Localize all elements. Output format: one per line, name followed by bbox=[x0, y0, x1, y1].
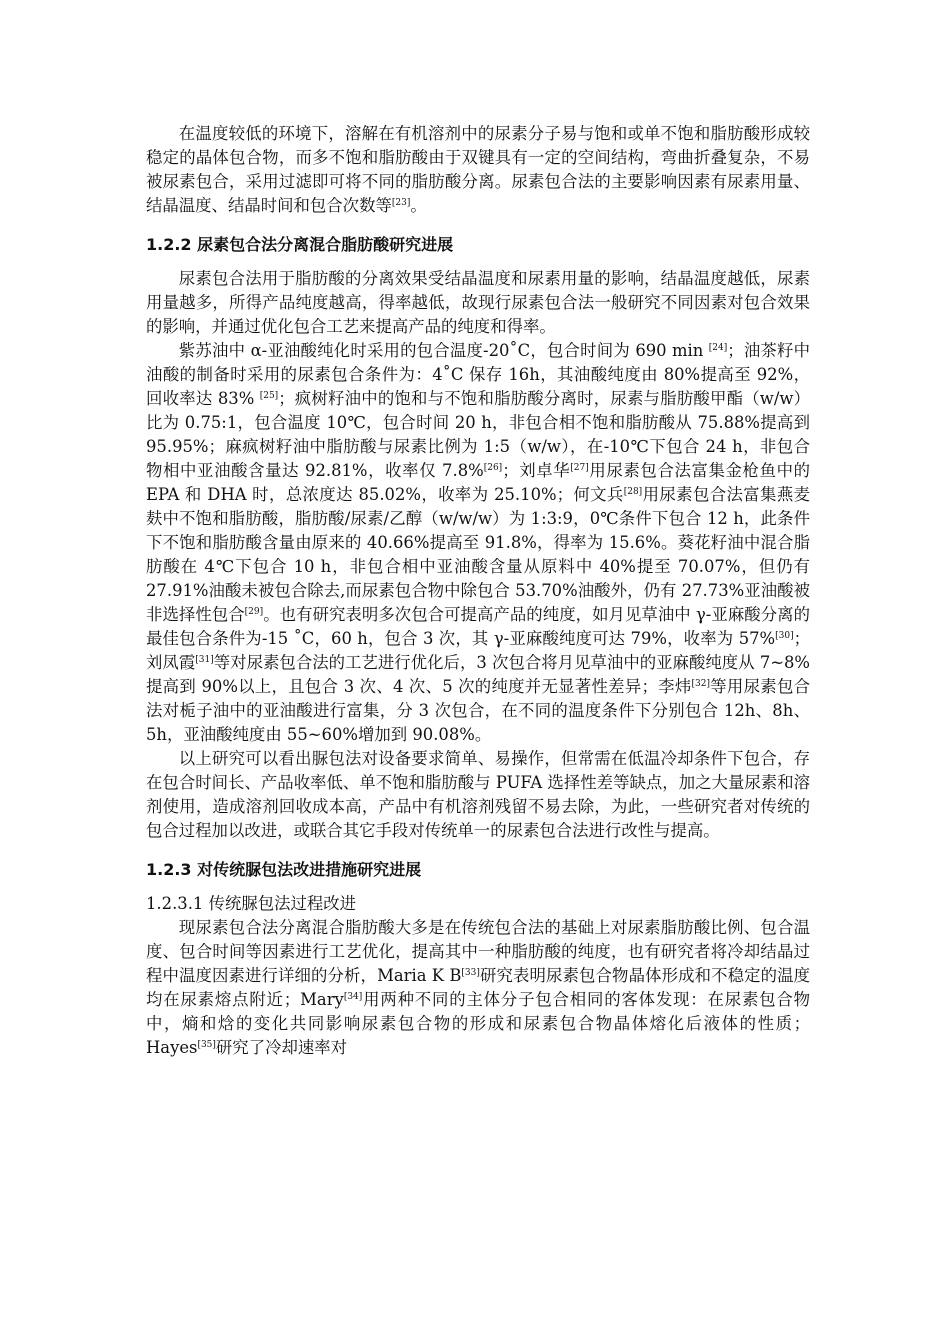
citation: [25] bbox=[259, 391, 279, 401]
subsection-heading-1-2-3-1: 1.2.3.1 传统脲包法过程改进 bbox=[146, 894, 357, 913]
citation: [33] bbox=[461, 968, 480, 978]
citation: [30] bbox=[775, 631, 794, 641]
citation: [31] bbox=[195, 655, 214, 665]
section-heading-1-2-3: 1.2.3 对传统脲包法改进措施研究进展 bbox=[146, 860, 422, 879]
paragraph-summary: 以上研究可以看出脲包法对设备要求简单、易操作，但常需在低温冷却条件下包合，存在包合时间长、产品收率低、单不饱和脂肪酸与 PUFA 选择性差等缺点，加之大量尿素和溶剂使用，造成溶剂回收成本高，产品中有机溶剂残留不易去除，为此，一些研究者对传统的包合过程加以改进，或联合其它手段对传统单一的尿素包合法进行改性与提高。 bbox=[146, 749, 810, 840]
paragraph-urea-overview: 尿素包合法用于脂肪酸的分离效果受结晶温度和尿素用量的影响，结晶温度越低，尿素用量越多，所得产品纯度越高，得率越低，故现行尿素包合法一般研究不同因素对包合效果的影响，并通过优化包合工艺来提高产品的纯度和得率。 bbox=[146, 269, 810, 336]
paragraph-research-examples: 紫苏油中 α-亚油酸纯化时采用的包合温度-20˚C，包合时间为 690 min [24]；油茶籽中油酸的制备时采用的尿素包合条件为：4˚C 保存 16h，其油酸纯度由 80%提高至 92%，回收率达 83% [25]；疯树籽油中的饱和与不饱和脂肪酸分离时，尿素与脂肪酸甲酯（w/w）比为 0.75:1，包合温度 10℃，包合时间 20 h，非包合相不饱和脂肪酸从 75.88%提高到 95.95%；麻疯树籽油中脂肪酸与尿素比例为 1:5（w/w），在-10℃下包合 24 h，非包合物相中亚油酸含量达 92.81%，收率仅 7.8%[26]；刘卓华[27]用尿素包合法富集金枪鱼中的 EPA 和 DHA 时，总浓度达 85.02%，收率为 25.10%；何文兵[28]用尿素包合法富集燕麦麸中不饱和脂肪酸，脂肪酸/尿素/乙醇（w/w/w）为 1:3:9，0℃条件下包合 12 h，此条件下不饱和脂肪酸含量由原来的 40.66%提高至 91.8%，得率为 15.6%。葵花籽油中混合脂肪酸在 4℃下包合 10 h，非包合相中亚油酸含量从原料中 40%提至 70.07%，但仍有 27.91%油酸未被包合除去,而尿素包合物中除包合 53.70%油酸外，仍有 27.73%亚油酸被非选择性包合[29]。也有研究表明多次包合可提高产品的纯度，如月见草油中 γ-亚麻酸分离的最佳包合条件为-15 ˚C，60 h，包合 3 次，其 γ-亚麻酸纯度可达 79%，收率为 57%[30]；刘凤霞[31]等对尿素包合法的工艺进行优化后，3 次包合将月见草油中的亚麻酸纯度从 7~8%提高到 90%以上，且包合 3 次、4 次、5 次的纯度并无显著性差异；李炜[32]等用尿素包合法对栀子油中的亚油酸进行富集，分 3 次包合，在不同的温度条件下分别包合 12h、8h、5h，亚油酸纯度由 55~60%增加到 90.08%。 bbox=[146, 341, 811, 744]
citation: [35] bbox=[197, 1040, 216, 1050]
citation: [28] bbox=[623, 487, 643, 497]
paragraph-process-improvement: 现尿素包合法分离混合脂肪酸大多是在传统包合法的基础上对尿素脂肪酸比例、包合温度、包合时间等因素进行工艺优化，提高其中一种脂肪酸的纯度，也有研究者将冷却结晶过程中温度因素进行详细的分析，Maria K B[33]研究表明尿素包合物晶体形成和不稳定的温度均在尿素熔点附近；Mary[34]用两种不同的主体分子包合相同的客体发现：在尿素包合物中，熵和焓的变化共同影响尿素包合物的形成和尿素包合物晶体熔化后液体的性质；Hayes[35]研究了冷却速率对 bbox=[146, 918, 811, 1057]
paragraph-intro: 在温度较低的环境下，溶解在有机溶剂中的尿素分子易与饱和或单不饱和脂肪酸形成较稳定的晶体包合物，而多不饱和脂肪酸由于双键具有一定的空间结构，弯曲折叠复杂，不易被尿素包合，采用过滤即可将不同的脂肪酸分离。尿素包合法的主要影响因素有尿素用量、结晶温度、结晶时间和包合次数等[23]。 bbox=[146, 124, 810, 215]
citation: [23] bbox=[391, 198, 411, 208]
section-heading-1-2-2: 1.2.2 尿素包合法分离混合脂肪酸研究进展 bbox=[146, 235, 454, 254]
citation: [34] bbox=[343, 992, 363, 1002]
citation: [29] bbox=[244, 607, 264, 617]
citation: [32] bbox=[691, 679, 710, 689]
citation: [26] bbox=[483, 463, 503, 473]
document-page bbox=[146, 122, 810, 1060]
citation: [24] bbox=[708, 343, 728, 353]
citation: [27] bbox=[570, 463, 589, 473]
